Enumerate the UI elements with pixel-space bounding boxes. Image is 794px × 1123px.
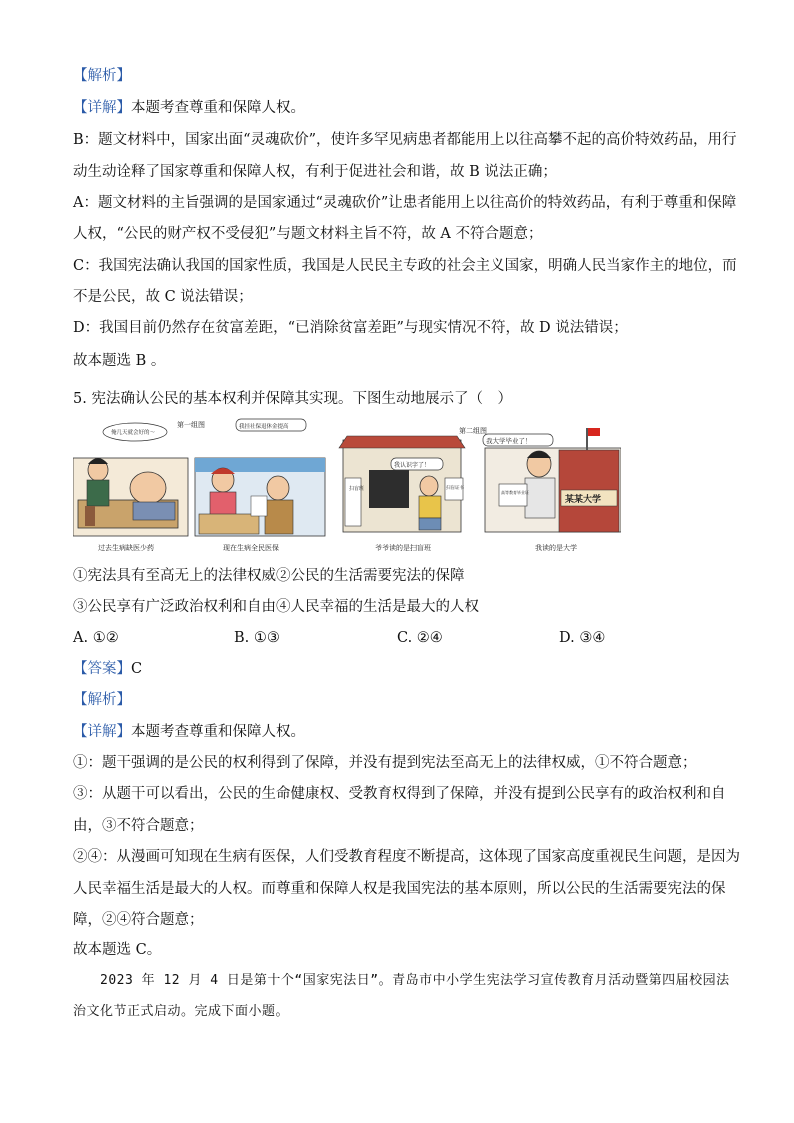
explanation-line: ②④：从漫画可知现在生病有医保，人们受教育程度不断提高，这体现了国家高度重视民生问题，是因为	[73, 849, 740, 865]
question-stem: 5. 宪法确认公民的基本权利并保障其实现。下图生动地展示了（ ）	[73, 391, 512, 407]
analysis-tag: 【解析】	[73, 68, 131, 84]
panel-now-insurance	[195, 419, 325, 536]
cert1-text: 扫盲证书	[446, 486, 464, 491]
detail-tag: 【详解】	[73, 100, 131, 116]
explanation-line: 不是公民，故 C 说法错误；	[73, 289, 253, 305]
panel-literacy-class	[339, 436, 465, 532]
option-b[interactable]: B. ①③	[234, 630, 280, 646]
explanation-line: 动生动诠释了国家尊重和保障人权，有利于促进社会和谐，故 B 说法正确；	[73, 164, 557, 180]
bubble-text: 俺几天就会好的～	[111, 430, 156, 436]
caption-panel-3: 爷爷读的是扫盲班	[375, 544, 431, 552]
option-c[interactable]: C. ②④	[397, 630, 443, 646]
statement-line: ③公民享有广泛政治权利和自由④人民幸福的生活是最大的人权	[73, 599, 479, 615]
conclusion-line: 故本题选 B 。	[73, 353, 166, 369]
panel-university	[483, 428, 621, 532]
option-d[interactable]: D. ③④	[559, 630, 606, 646]
explanation-line: 由，③不符合题意；	[73, 818, 204, 834]
intro-line: 治文化节正式启动。完成下面小题。	[73, 1004, 290, 1019]
group2-title: 第二组图	[459, 427, 487, 435]
option-a[interactable]: A. ①②	[73, 630, 119, 646]
sign-literacy-school: 扫盲班	[349, 486, 365, 492]
detail-line: 【详解】本题考查尊重和保障人权。	[73, 100, 305, 116]
explanation-line: B：题文材料中，国家出面“灵魂砍价”，使许多罕见病患者都能用上以往高攀不起的高价特效药品，用行	[73, 132, 737, 148]
panel-past-sickness	[73, 423, 188, 536]
conclusion-line: 故本题选 C。	[73, 942, 162, 958]
explanation-line: C：我国宪法确认我国的国家性质，我国是人民民主专政的社会主义国家，明确人民当家作主的地位，而	[73, 258, 737, 274]
bubble-text: 我认识字了！	[394, 462, 431, 469]
caption-panel-1: 过去生病缺医少药	[98, 544, 154, 552]
answer-line	[73, 659, 142, 679]
answer-tag: 【答案】	[73, 661, 131, 677]
explanation-line: D：我国目前仍然存在贫富差距，“已消除贫富差距”与现实情况不符，故 D 说法错误；	[73, 320, 628, 336]
explanation-line: ③：从题干可以看出，公民的生命健康权、受教育权得到了保障，并没有提到公民享有的政治权利和自	[73, 786, 726, 802]
cert2-text: 高等教育毕业证	[501, 490, 529, 495]
answer-value: C	[131, 661, 143, 677]
caption-panel-4: 我读的是大学	[535, 544, 577, 552]
detail-tag: 【详解】	[73, 724, 131, 740]
explanation-line: ①：题干强调的是公民的权利得到了保障，并没有提到宪法至高无上的法律权威，①不符合题意；	[73, 755, 697, 771]
group1-title: 第一组图	[177, 421, 205, 429]
bubble-text: 我挂社保退休金提高	[239, 424, 289, 430]
caption-panel-2: 现在生病全民医保	[223, 544, 279, 552]
explanation-line: 人权，“公民的财产权不受侵犯”与题文材料主旨不符，故 A 不符合题意；	[73, 226, 543, 242]
analysis-tag: 【解析】	[73, 692, 131, 708]
explanation-line: 人民幸福生活是最大的人权。而尊重和保障人权是我国宪法的基本原则，所以公民的生活需要宪法的保	[73, 881, 726, 897]
explanation-line: A：题文材料的主旨强调的是国家通过“灵魂砍价”让患者能用上以往高价的特效药品，有利于尊重和保障	[73, 195, 737, 211]
intro-line: 2023 年 12 月 4 日是第十个“国家宪法日”。青岛市中小学生宪法学习宣传教育月活动暨第四届校园法	[100, 973, 730, 988]
bubble-text: 我大学毕业了！	[486, 437, 532, 445]
statement-line: ①宪法具有至高无上的法律权威②公民的生活需要宪法的保障	[73, 568, 465, 584]
detail-line: 【详解】本题考查尊重和保障人权。	[73, 724, 305, 740]
cartoon-figure	[73, 418, 621, 558]
explanation-line: 障，②④符合题意；	[73, 912, 204, 928]
sign-university: 某某大学	[565, 495, 602, 505]
